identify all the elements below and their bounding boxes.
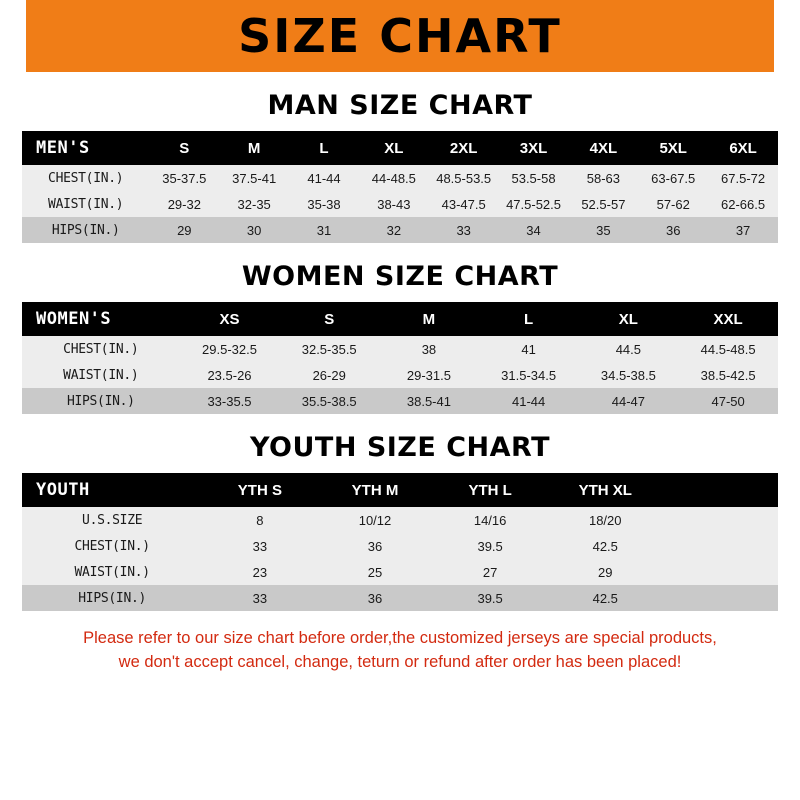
men-column-header: 3XL (499, 131, 569, 165)
youth-cell: 39.5 (433, 533, 548, 559)
youth-table-head (22, 473, 778, 507)
table-row (22, 585, 778, 611)
footer-note-line1: Please refer to our size chart before order,the customized jerseys are special products, (83, 629, 717, 647)
youth-cell: 42.5 (548, 585, 663, 611)
header-band (0, 0, 800, 72)
men-cell: 32-35 (219, 191, 289, 217)
men-cell: 35-38 (289, 191, 359, 217)
youth-cell-empty (663, 559, 778, 585)
men-cell: 57-62 (638, 191, 708, 217)
men-table-body (22, 165, 778, 243)
youth-column-header: YTH L (433, 473, 548, 507)
men-header-label: MEN'S (22, 131, 149, 165)
women-cell: 41 (479, 336, 579, 362)
men-cell: 47.5-52.5 (499, 191, 569, 217)
men-column-header: S (149, 131, 219, 165)
youth-row-label: CHEST(IN.) (22, 533, 202, 559)
men-cell: 52.5-57 (568, 191, 638, 217)
men-cell: 41-44 (289, 165, 359, 191)
youth-column-header: YTH S (202, 473, 317, 507)
men-cell: 43-47.5 (429, 191, 499, 217)
section-title-youth: YOUTH SIZE CHART (249, 432, 551, 463)
youth-cell: 8 (202, 507, 317, 533)
women-cell: 47-50 (678, 388, 778, 414)
women-row-label: HIPS(IN.) (22, 388, 180, 414)
section-title-men: MAN SIZE CHART (267, 90, 533, 121)
table-header-row (22, 302, 778, 336)
section-men (22, 90, 778, 243)
table-row (22, 362, 778, 388)
youth-cell: 14/16 (433, 507, 548, 533)
section-women (22, 261, 778, 414)
youth-table-body (22, 507, 778, 611)
table-row (22, 388, 778, 414)
youth-row-label: HIPS(IN.) (22, 585, 202, 611)
youth-column-header: YTH M (317, 473, 432, 507)
men-table-head (22, 131, 778, 165)
men-cell: 33 (429, 217, 499, 243)
men-column-header: 6XL (708, 131, 778, 165)
men-column-header: 2XL (429, 131, 499, 165)
men-column-header: M (219, 131, 289, 165)
women-cell: 44.5-48.5 (678, 336, 778, 362)
men-cell: 48.5-53.5 (429, 165, 499, 191)
footer-note-line2: we don't accept cancel, change, teturn or refund after order has been placed! (118, 652, 682, 671)
women-cell: 29-31.5 (379, 362, 479, 388)
men-cell: 44-48.5 (359, 165, 429, 191)
table-row (22, 217, 778, 243)
youth-header-label: YOUTH (22, 473, 202, 507)
men-cell: 37 (708, 217, 778, 243)
men-row-label: HIPS(IN.) (22, 217, 149, 243)
youth-cell: 29 (548, 559, 663, 585)
table-row (22, 533, 778, 559)
women-table-head (22, 302, 778, 336)
page-title: SIZE CHART (238, 9, 562, 63)
youth-cell: 39.5 (433, 585, 548, 611)
youth-cell: 25 (317, 559, 432, 585)
women-column-header: M (379, 302, 479, 336)
women-cell: 23.5-26 (180, 362, 280, 388)
women-cell: 31.5-34.5 (479, 362, 579, 388)
women-size-table (22, 302, 778, 414)
women-column-header: XS (180, 302, 280, 336)
men-cell: 29 (149, 217, 219, 243)
women-cell: 29.5-32.5 (180, 336, 280, 362)
youth-cell: 23 (202, 559, 317, 585)
men-cell: 38-43 (359, 191, 429, 217)
men-column-header: L (289, 131, 359, 165)
women-column-header: S (279, 302, 379, 336)
section-youth (22, 432, 778, 611)
youth-cell-empty (663, 533, 778, 559)
women-cell: 38.5-41 (379, 388, 479, 414)
men-cell: 58-63 (568, 165, 638, 191)
women-column-header: XXL (678, 302, 778, 336)
header-right-margin (774, 0, 800, 72)
women-cell: 34.5-38.5 (579, 362, 679, 388)
women-row-label: CHEST(IN.) (22, 336, 180, 362)
men-cell: 29-32 (149, 191, 219, 217)
men-cell: 36 (638, 217, 708, 243)
men-column-header: 4XL (568, 131, 638, 165)
youth-row-label: U.S.SIZE (22, 507, 202, 533)
youth-cell-empty (663, 507, 778, 533)
men-row-label: CHEST(IN.) (22, 165, 149, 191)
table-header-row (22, 473, 778, 507)
men-cell: 35-37.5 (149, 165, 219, 191)
men-cell: 53.5-58 (499, 165, 569, 191)
men-column-header: XL (359, 131, 429, 165)
men-cell: 62-66.5 (708, 191, 778, 217)
table-row (22, 507, 778, 533)
youth-cell-empty (663, 585, 778, 611)
youth-cell: 10/12 (317, 507, 432, 533)
content (0, 90, 800, 675)
men-cell: 35 (568, 217, 638, 243)
youth-cell: 36 (317, 533, 432, 559)
youth-cell: 33 (202, 585, 317, 611)
women-column-header: XL (579, 302, 679, 336)
men-cell: 37.5-41 (219, 165, 289, 191)
women-cell: 38 (379, 336, 479, 362)
women-cell: 26-29 (279, 362, 379, 388)
women-cell: 44-47 (579, 388, 679, 414)
women-cell: 32.5-35.5 (279, 336, 379, 362)
women-row-label: WAIST(IN.) (22, 362, 180, 388)
youth-cell: 33 (202, 533, 317, 559)
youth-column-header: YTH XL (548, 473, 663, 507)
youth-cell: 18/20 (548, 507, 663, 533)
table-row (22, 336, 778, 362)
men-cell: 63-67.5 (638, 165, 708, 191)
table-header-row (22, 131, 778, 165)
women-cell: 38.5-42.5 (678, 362, 778, 388)
women-cell: 35.5-38.5 (279, 388, 379, 414)
women-cell: 44.5 (579, 336, 679, 362)
men-cell: 30 (219, 217, 289, 243)
youth-cell: 36 (317, 585, 432, 611)
women-cell: 33-35.5 (180, 388, 280, 414)
men-row-label: WAIST(IN.) (22, 191, 149, 217)
women-table-body (22, 336, 778, 414)
section-title-women: WOMEN SIZE CHART (241, 261, 559, 292)
youth-size-table (22, 473, 778, 611)
youth-row-label: WAIST(IN.) (22, 559, 202, 585)
header-left-margin (0, 0, 26, 72)
youth-cell: 42.5 (548, 533, 663, 559)
men-size-table (22, 131, 778, 243)
men-cell: 34 (499, 217, 569, 243)
men-cell: 31 (289, 217, 359, 243)
table-row (22, 165, 778, 191)
youth-cell: 27 (433, 559, 548, 585)
men-column-header: 5XL (638, 131, 708, 165)
women-header-label: WOMEN'S (22, 302, 180, 336)
footer-note (22, 627, 778, 675)
table-row (22, 191, 778, 217)
men-cell: 32 (359, 217, 429, 243)
youth-column-header-empty (663, 473, 778, 507)
table-row (22, 559, 778, 585)
women-cell: 41-44 (479, 388, 579, 414)
women-column-header: L (479, 302, 579, 336)
men-cell: 67.5-72 (708, 165, 778, 191)
